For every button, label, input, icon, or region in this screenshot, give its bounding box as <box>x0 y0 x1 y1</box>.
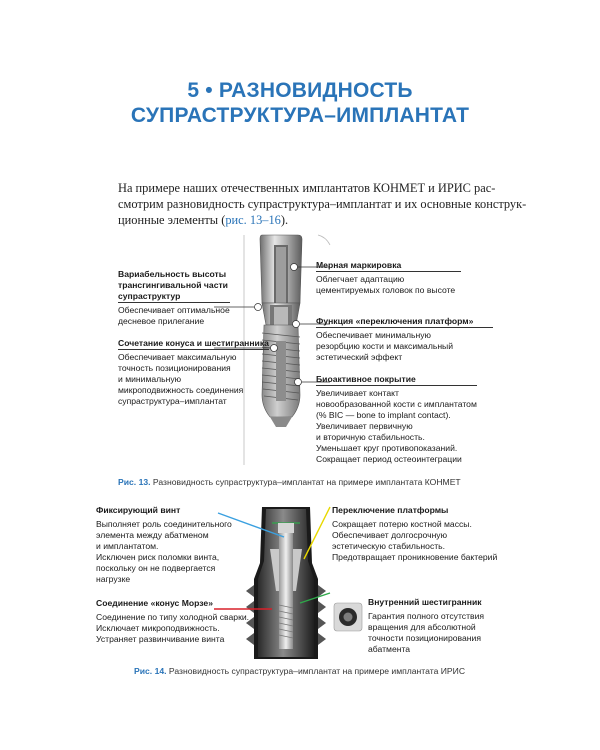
label-text: новообразованной кости с имплантатом <box>316 399 477 409</box>
label-title: Функция «переключения платформ» <box>316 316 493 328</box>
label-text: десневое прилегание <box>118 316 205 326</box>
label-text: Уменьшает круг противопоказаний. <box>316 443 458 453</box>
label-title: трансгингивальной части <box>118 280 228 290</box>
label-text: Обеспечивает долгосрочную <box>332 530 448 540</box>
caption-number: Рис. 13. <box>118 477 151 487</box>
chapter-title-line-2: СУПРАСТРУКТУРА–ИМПЛАНТАТ <box>130 104 470 127</box>
label-title: Сочетание конуса и шестигранника <box>118 338 269 348</box>
label-text: Предотвращает проникновение бактерий <box>332 552 498 562</box>
figure-reference-link[interactable]: рис. 13–16 <box>225 213 281 227</box>
label-text: Исключен риск поломки винта, <box>96 552 220 562</box>
intro-line-1: На примере наших отечественных имплантатов КОНМЕТ и ИРИС рас- <box>118 181 496 195</box>
label-text: вращения для абсолютной <box>368 622 476 632</box>
label-text: точность позиционирования <box>118 363 231 373</box>
label-title: Фиксирующий винт <box>96 505 181 515</box>
label-text: Выполняет роль соединительного <box>96 519 232 529</box>
label-title: Переключение платформы <box>332 505 449 515</box>
label-text: Облегчает адаптацию <box>316 274 405 284</box>
label-title: Соединение «конус Морзе» <box>96 598 213 608</box>
label-text: супраструктура–имплантат <box>118 396 227 406</box>
label-title: Внутренний шестигранник <box>368 597 482 607</box>
caption-text: Разновидность супраструктура–имплантат на примере имплантата КОНМЕТ <box>150 477 461 487</box>
label-text: поскольку он не подвергается <box>96 563 216 573</box>
label-text: Увеличивает первичную <box>316 421 413 431</box>
label-supra-height <box>118 269 230 327</box>
figure-14-caption <box>134 666 465 676</box>
label-text: Исключает микроподвижность. <box>96 623 220 633</box>
label-text: Соединение по типу холодной сварки. <box>96 612 250 622</box>
label-text: точности позиционирования <box>368 633 481 643</box>
label-title: Мерная маркировка <box>316 260 461 272</box>
label-fixing-screw <box>96 505 232 585</box>
figure-13-caption <box>118 477 461 487</box>
label-text: абатмента <box>368 644 411 654</box>
figure-13-illustration <box>0 225 600 475</box>
label-cone-hex <box>118 338 269 407</box>
label-internal-hex <box>368 597 484 655</box>
label-text: Обеспечивает минимальную <box>316 330 431 340</box>
label-text: Устраняет развинчивание винта <box>96 634 225 644</box>
label-text: Обеспечивает оптимальное <box>118 305 230 315</box>
label-text: эстетическую стабильность. <box>332 541 446 551</box>
label-text: Сокращает период остеоинтеграции <box>316 454 462 464</box>
caption-text: Разновидность супраструктура–имплантат на примере имплантата ИРИС <box>166 666 466 676</box>
label-title: Вариабельность высоты <box>118 269 227 279</box>
intro-line-3-end: ). <box>280 213 289 227</box>
figure-14-illustration <box>0 493 600 668</box>
label-title: супраструктур <box>118 291 230 303</box>
label-text: Увеличивает контакт <box>316 388 399 398</box>
intro-paragraph <box>118 180 527 228</box>
label-measure-marking <box>316 260 461 296</box>
caption-number: Рис. 14. <box>134 666 167 676</box>
label-text: нагрузке <box>96 574 131 584</box>
label-platform-switch-iris <box>332 505 497 563</box>
label-text: и вторичную стабильность. <box>316 432 425 442</box>
label-text: Сокращает потерю костной массы. <box>332 519 472 529</box>
label-text: микроподвижность соединения <box>118 385 244 395</box>
label-text: резорбцию кости и максимальный <box>316 341 454 351</box>
label-text: Обеспечивает максимальную <box>118 352 237 362</box>
label-text: и минимальную <box>118 374 182 384</box>
chapter-title <box>0 78 600 128</box>
label-text: Гарантия полного отсутствия <box>368 611 485 621</box>
intro-line-3-text: ционные элементы ( <box>118 213 226 227</box>
label-platform-switching <box>316 316 493 363</box>
label-text: (% BIC — bone to implant contact). <box>316 410 451 420</box>
label-text: эстетический эффект <box>316 352 403 362</box>
label-text: и имплантатом. <box>96 541 159 551</box>
label-title: Биоактивное покрытие <box>316 374 477 386</box>
label-text: элемента между абатменом <box>96 530 209 540</box>
label-morse-cone <box>96 598 249 645</box>
chapter-title-line-1: 5 • РАЗНОВИДНОСТЬ <box>187 79 413 102</box>
label-bioactive-coating <box>316 374 477 465</box>
label-text: цементируемых головок по высоте <box>316 285 456 295</box>
intro-line-2: смотрим разновидность супраструктура–имплантат и их основные конструк- <box>118 197 527 211</box>
